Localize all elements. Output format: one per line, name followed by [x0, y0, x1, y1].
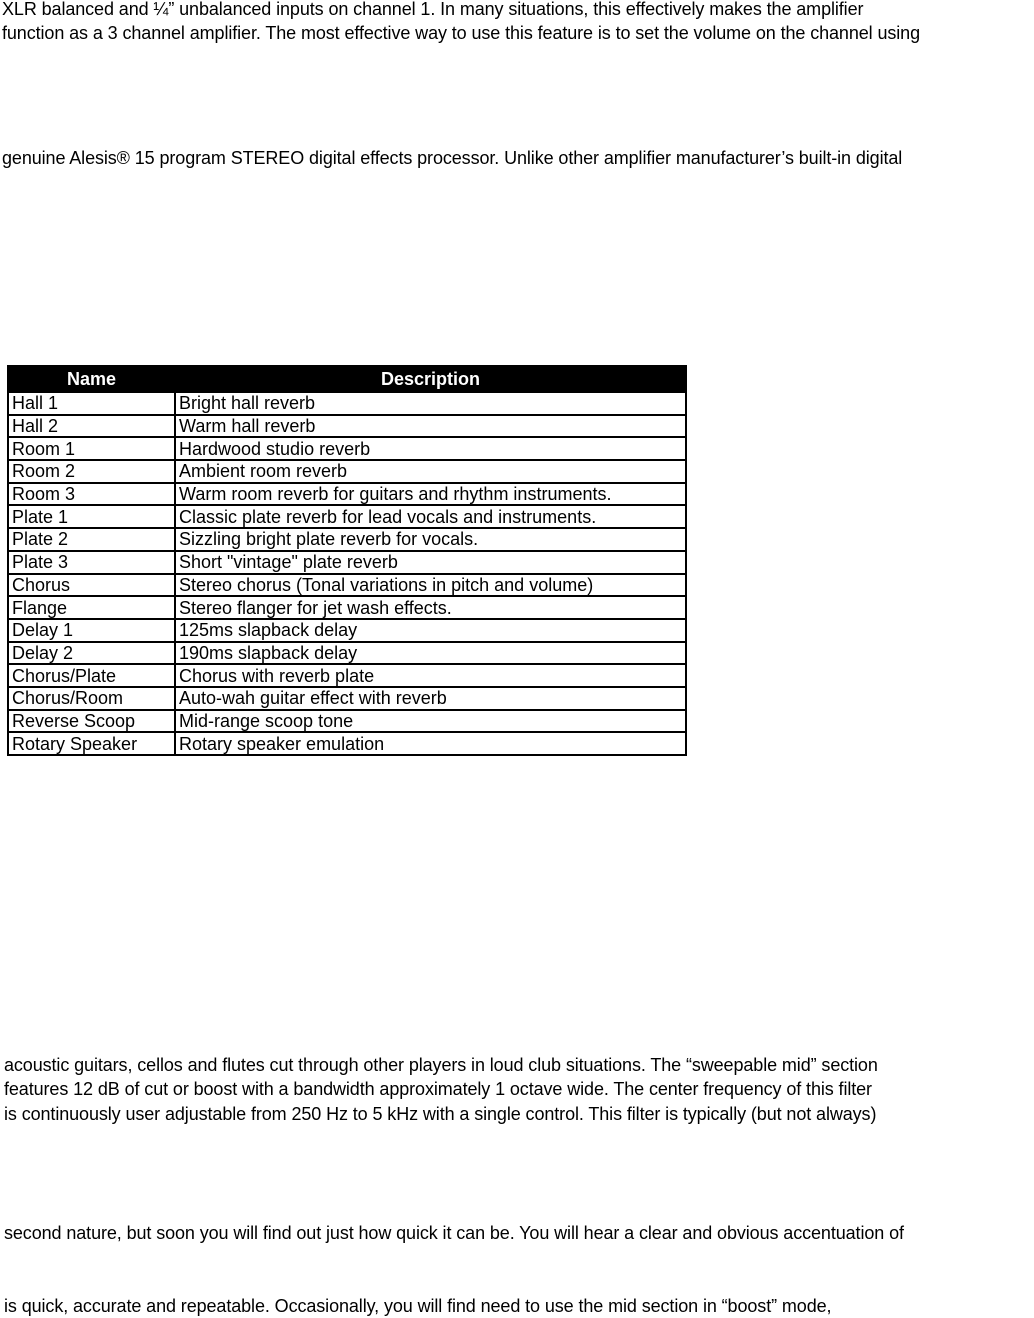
body-text-line: acoustic guitars, cellos and flutes cut through other players in loud club situations. The “sweepable mid” section	[4, 1055, 878, 1075]
effect-description-cell: Short "vintage" plate reverb	[175, 551, 686, 574]
effect-name-cell: Delay 2	[8, 642, 175, 665]
effect-description-cell: 190ms slapback delay	[175, 642, 686, 665]
column-header-name: Name	[8, 366, 175, 392]
body-text-line: XLR balanced and ¼” unbalanced inputs on channel 1. In many situations, this effectively makes the amplifier	[2, 0, 864, 19]
effect-name-cell: Room 3	[8, 483, 175, 506]
effect-name-cell: Plate 2	[8, 528, 175, 551]
table-row	[8, 574, 686, 597]
table-row	[8, 619, 686, 642]
table-row	[8, 732, 686, 755]
table-row	[8, 483, 686, 506]
effect-description-cell: Warm room reverb for guitars and rhythm instruments.	[175, 483, 686, 506]
table-row	[8, 596, 686, 619]
effect-description-cell: Stereo flanger for jet wash effects.	[175, 596, 686, 619]
effect-name-cell: Chorus	[8, 574, 175, 597]
effect-description-cell: Rotary speaker emulation	[175, 732, 686, 755]
table-row	[8, 460, 686, 483]
table-row	[8, 664, 686, 687]
table-header-row	[8, 366, 686, 392]
effect-description-cell: Hardwood studio reverb	[175, 437, 686, 460]
table-row	[8, 710, 686, 733]
table-row	[8, 642, 686, 665]
body-text-line: is quick, accurate and repeatable. Occasionally, you will find need to use the mid section in “boost” mode,	[4, 1296, 832, 1316]
effect-description-cell: Auto-wah guitar effect with reverb	[175, 687, 686, 710]
body-text-line: genuine Alesis® 15 program STEREO digital effects processor. Unlike other amplifier manufacturer’s built-in digital	[2, 148, 903, 168]
effect-name-cell: Delay 1	[8, 619, 175, 642]
effect-name-cell: Room 1	[8, 437, 175, 460]
table-row	[8, 505, 686, 528]
effect-description-cell: Ambient room reverb	[175, 460, 686, 483]
effect-description-cell: Sizzling bright plate reverb for vocals.	[175, 528, 686, 551]
table-row	[8, 528, 686, 551]
effect-description-cell: 125ms slapback delay	[175, 619, 686, 642]
effect-name-cell: Flange	[8, 596, 175, 619]
effect-name-cell: Hall 2	[8, 415, 175, 438]
effect-description-cell: Mid-range scoop tone	[175, 710, 686, 733]
body-text-line: function as a 3 channel amplifier. The most effective way to use this feature is to set the volume on the channel using	[2, 23, 920, 43]
effect-description-cell: Chorus with reverb plate	[175, 664, 686, 687]
effect-description-cell: Classic plate reverb for lead vocals and instruments.	[175, 505, 686, 528]
table-row	[8, 437, 686, 460]
effects-table	[7, 365, 687, 756]
effect-name-cell: Chorus/Room	[8, 687, 175, 710]
table-row	[8, 415, 686, 438]
effect-name-cell: Plate 1	[8, 505, 175, 528]
effect-description-cell: Warm hall reverb	[175, 415, 686, 438]
body-text-line: features 12 dB of cut or boost with a bandwidth approximately 1 octave wide. The center frequency of this filter	[4, 1079, 872, 1099]
effect-name-cell: Plate 3	[8, 551, 175, 574]
effect-description-cell: Stereo chorus (Tonal variations in pitch and volume)	[175, 574, 686, 597]
body-text-line: second nature, but soon you will find out just how quick it can be. You will hear a clear and obvious accentuation of	[4, 1223, 904, 1243]
effect-name-cell: Room 2	[8, 460, 175, 483]
column-header-description: Description	[175, 366, 686, 392]
effect-name-cell: Chorus/Plate	[8, 664, 175, 687]
table-row	[8, 551, 686, 574]
table-row	[8, 687, 686, 710]
table-row	[8, 392, 686, 415]
body-text-line: is continuously user adjustable from 250 Hz to 5 kHz with a single control. This filter is typically (but not always)	[4, 1104, 877, 1124]
effect-name-cell: Rotary Speaker	[8, 732, 175, 755]
effect-name-cell: Hall 1	[8, 392, 175, 415]
effect-description-cell: Bright hall reverb	[175, 392, 686, 415]
effect-name-cell: Reverse Scoop	[8, 710, 175, 733]
